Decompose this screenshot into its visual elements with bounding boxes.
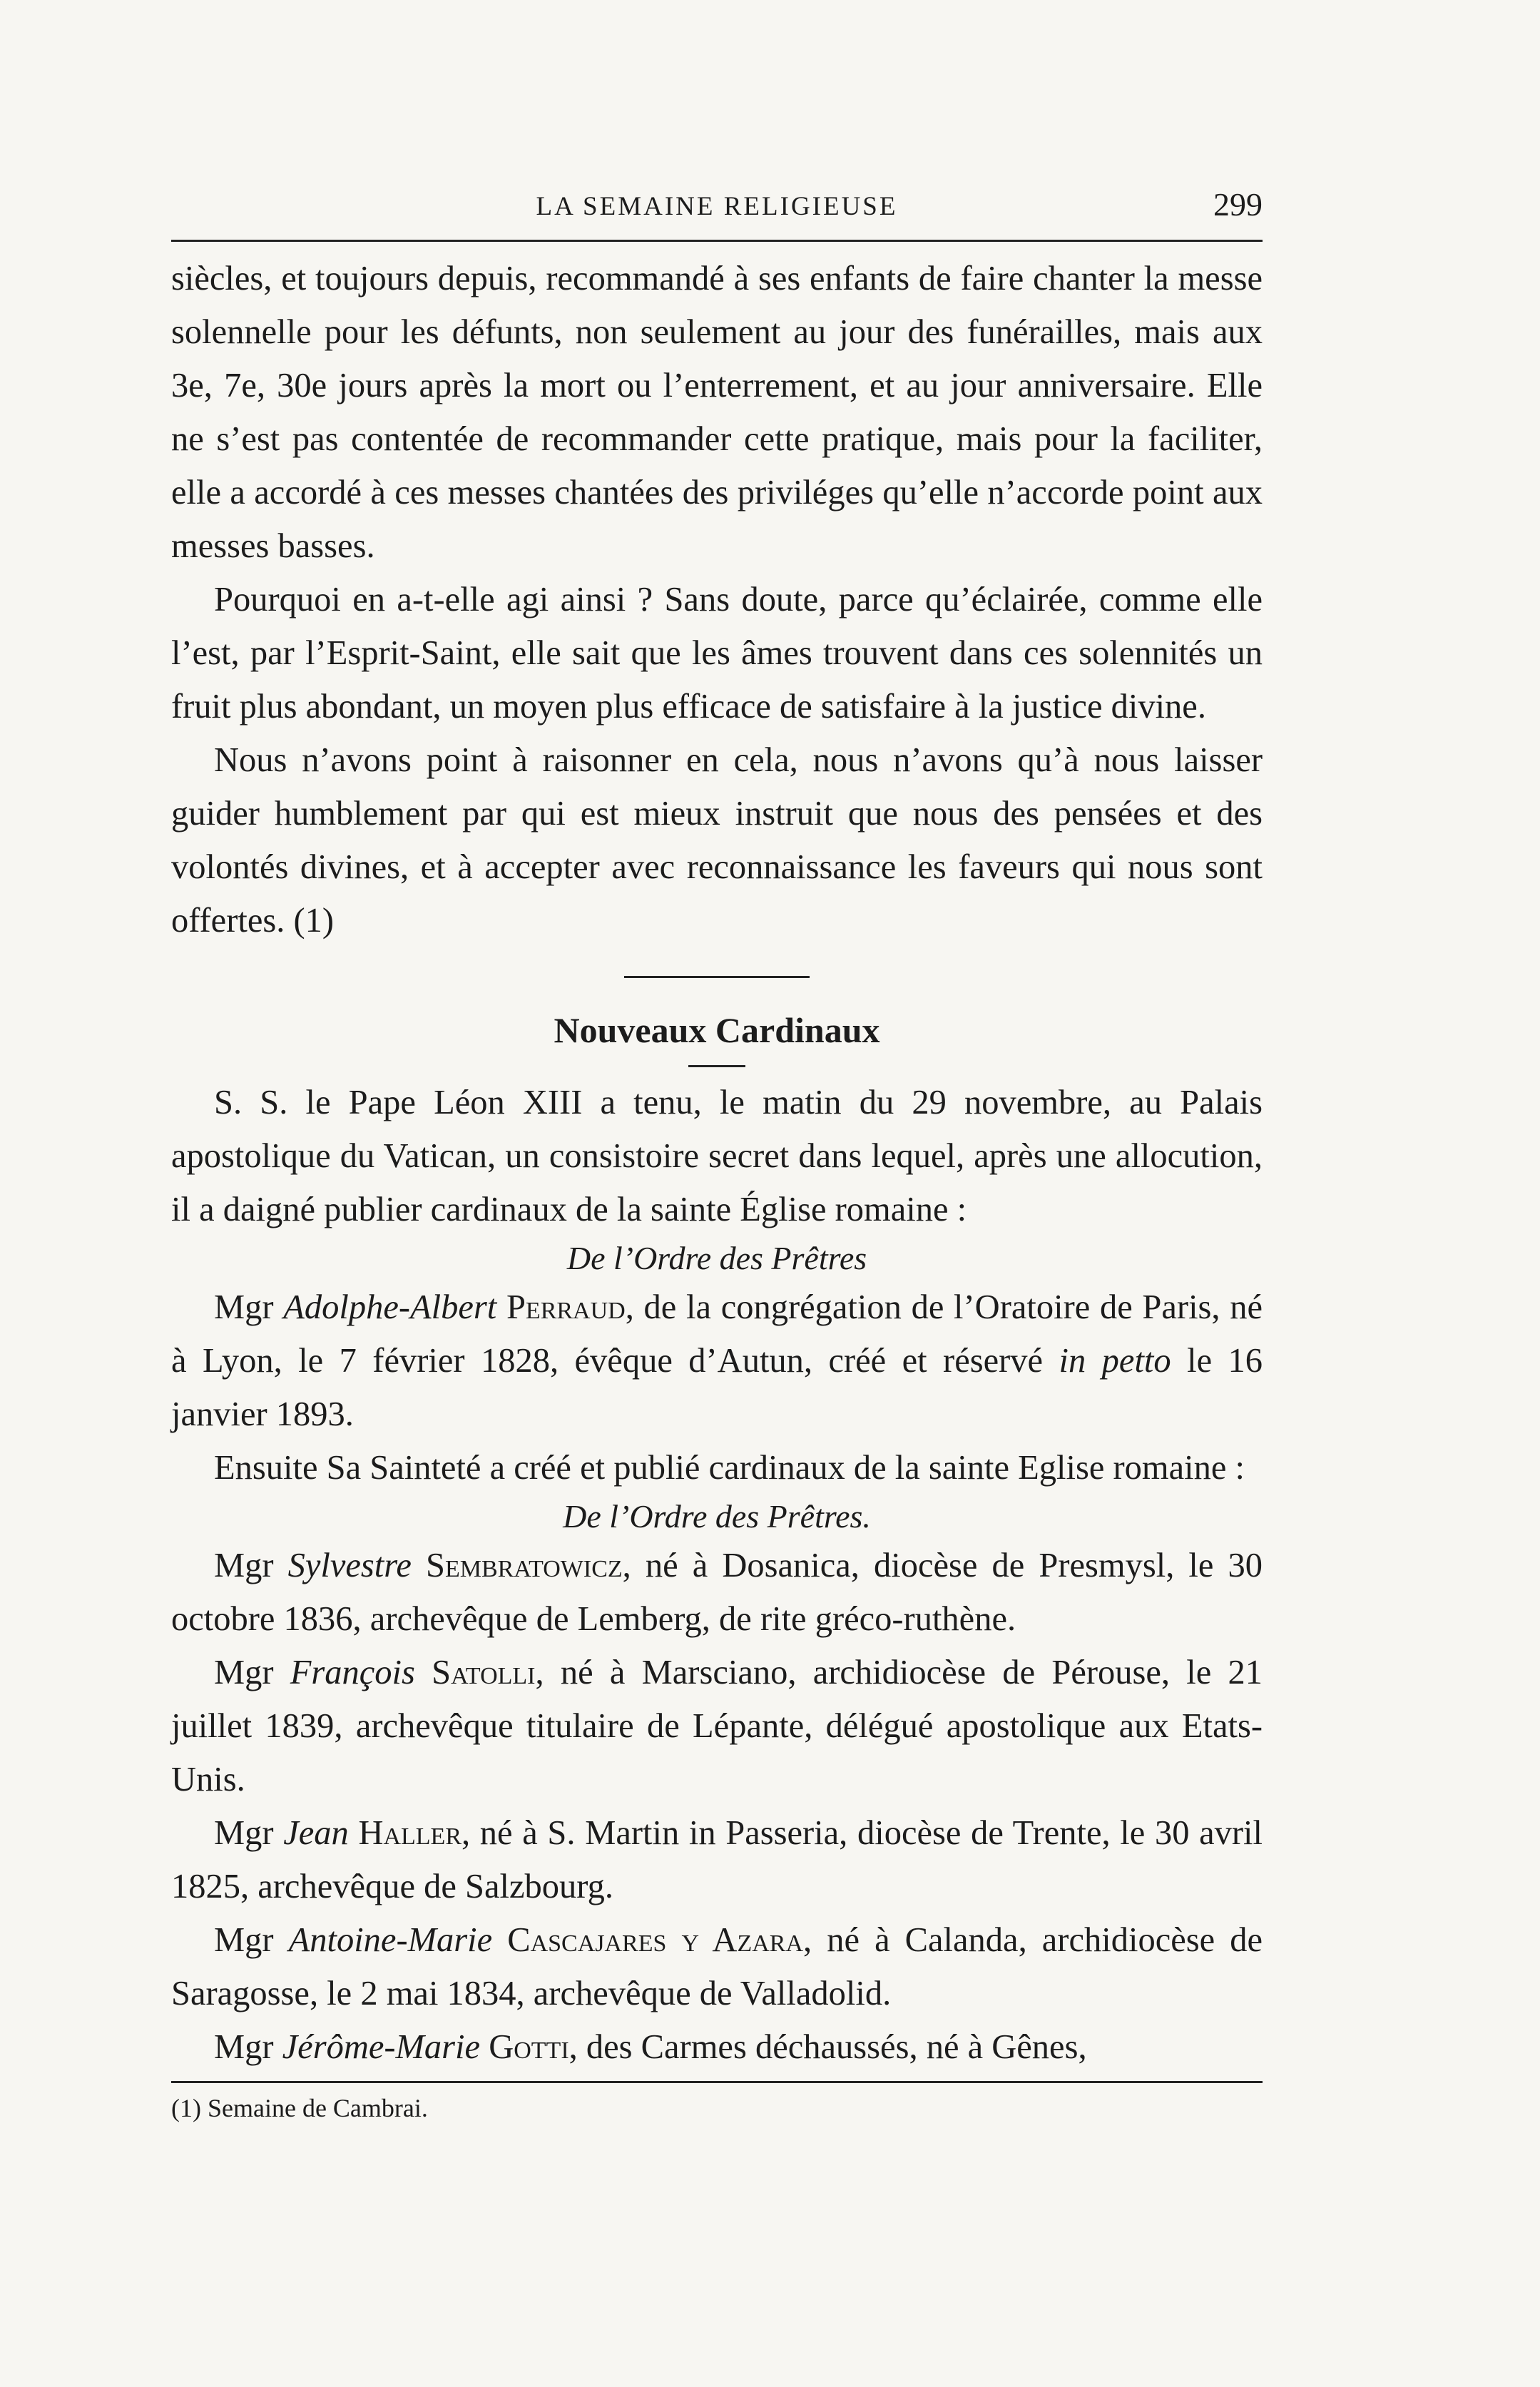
given-name: Adolphe-Albert [283,1288,497,1326]
cardinal-haller [171,1806,1263,1913]
mid-paragraph: Ensuite Sa Sainteté a créé et publié cardinaux de la sainte Eglise romaine : [214,1449,1245,1487]
running-title: LA SEMAINE RELIGIEUSE [536,192,898,221]
cardinal-perraud [171,1281,1263,1441]
surname: Satolli [432,1654,536,1691]
surname: Sembratowicz [425,1547,623,1584]
cardinal-sembratowicz [171,1539,1263,1646]
order-heading-1: De l’Ordre des Prêtres [566,1240,867,1276]
honorific: Mgr [214,1288,274,1326]
entry-text: , né à Dosanica, diocèse de Presmysl, le 30 octobre 1836, archevêque de Lemberg, de rite gréco-ruthène. [171,1547,1263,1638]
given-name: Sylvestre [287,1547,412,1584]
entry-text: , né à S. Martin in Passeria, diocèse de Trente, le 30 avril 1825, archevêque de Salzbourg. [171,1814,1263,1905]
surname: Gotti [489,2028,569,2066]
paragraph-2: Pourquoi en a-t-elle agi ainsi ? Sans doute, parce qu’éclairée, comme elle l’est, par l’Esprit-Saint, elle sait que les âmes trouvent dans ces solennités un fruit plus abondant, un moyen plus efficace de satisfaire à la justice divine. [171,581,1263,726]
paragraph-3: Nous n’avons point à raisonner en cela, nous n’avons qu’à nous laisser guider humblement par qui est mieux instruit que nous des pensées et des volontés divines, et à accepter avec reconnaissance les faveurs qui nous sont offertes. (1) [171,741,1263,940]
given-name: Jean [283,1814,349,1852]
page [171,178,1263,2124]
section-title: Nouveaux Cardinaux [554,1010,880,1050]
given-name: François [290,1654,415,1691]
paragraph-1: siècles, et toujours depuis, recommandé à ses enfants de faire chanter la messe solennelle pour les défunts, non seulement au jour des funérailles, mais aux 3e, 7e, 30e jours après la mort ou l’enterrement, et au jour anniversaire. Elle ne s’est pas contentée de recommander cette pratique, mais pour la faciliter, elle a accordé à ces messes chantées des priviléges qu’elle n’accorde point aux messes basses. [171,260,1263,565]
entry-text: , des Carmes déchaussés, né à Gênes, [568,2028,1087,2066]
intro-paragraph: S. S. le Pape Léon XIII a tenu, le matin du 29 novembre, au Palais apostolique du Vatican, un consistoire secret dans lequel, après une allocution, il a daigné publier cardinaux de la sainte Église romaine : [171,1084,1263,1228]
footnote-rule [171,2081,1263,2083]
honorific: Mgr [214,1654,274,1691]
section-divider [624,976,810,978]
given-name: Antoine-Marie [288,1921,493,1959]
entry-text: , né à Calanda, archidiocèse de Saragosse, le 2 mai 1834, archevêque de Valladolid. [171,1921,1263,2012]
cardinal-cascajares [171,1913,1263,2020]
honorific: Mgr [214,1921,274,1959]
running-header [171,178,1263,235]
honorific: Mgr [214,1814,274,1852]
surname: Haller [358,1814,462,1852]
given-name: Jérôme-Marie [282,2028,481,2066]
page-number: 299 [1213,186,1263,223]
honorific: Mgr [214,2028,274,2066]
in-petto: in petto [1059,1342,1171,1380]
title-underline [688,1065,745,1067]
honorific: Mgr [214,1547,274,1584]
entry-text: , né à Marsciano, archidiocèse de Pérouse, le 21 juillet 1839, archevêque titulaire de Lépante, délégué apostolique aux Etats-Unis. [171,1654,1263,1798]
entry-text-end: le 16 janvier 1893. [171,1342,1263,1433]
cardinal-satolli [171,1646,1263,1806]
cardinal-gotti [171,2020,1263,2074]
entry-text: , de la congrégation de l’Oratoire de Paris, né à Lyon, le 7 février 1828, évêque d’Autun, créé et réservé [171,1288,1263,1380]
surname: Perraud [506,1288,626,1326]
footnote: (1) Semaine de Cambrai. [171,2094,428,2122]
order-heading-2: De l’Ordre des Prêtres. [563,1498,871,1534]
surname: Cascajares y Azara [507,1921,804,1959]
